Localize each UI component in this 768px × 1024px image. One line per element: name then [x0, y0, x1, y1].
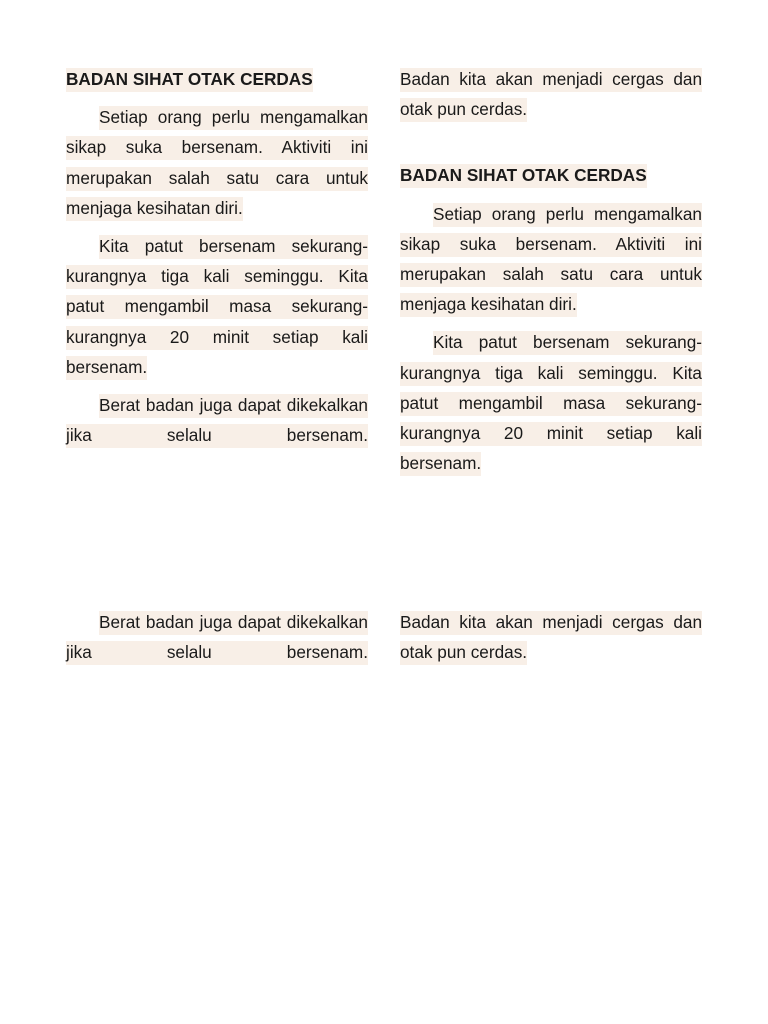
paragraph-exercise-frequency-repeat: Kita patut bersenam sekurang-kurangnya tiga kali seminggu. Kita patut mengambil masa sekurang-kurangnya 20 minit setiap kali bersenam.: [400, 327, 702, 478]
paragraph-exercise-frequency: Kita patut bersenam sekurang-kurangnya tiga kali seminggu. Kita patut mengambil masa sekurang-kurangnya 20 minit setiap kali bersenam.: [66, 231, 368, 382]
paragraph-fit-body: Badan kita akan menjadi cergas dan otak pun cerdas.: [400, 64, 702, 124]
article-title-repeat: BADAN SIHAT OTAK CERDAS: [400, 160, 702, 190]
paragraph-exercise-habit-repeat: Setiap orang perlu mengamalkan sikap suka bersenam. Aktiviti ini merupakan salah satu cara untuk menjaga kesihatan diri.: [400, 199, 702, 320]
paragraph-fit-body-repeat: Badan kita akan menjadi cergas dan otak pun cerdas.: [400, 607, 702, 667]
paragraph-exercise-habit: Setiap orang perlu mengamalkan sikap suka bersenam. Aktiviti ini merupakan salah satu cara untuk menjaga kesihatan diri.: [66, 102, 368, 223]
article-column-top-left: [66, 64, 368, 458]
article-column-bottom-left: [66, 607, 368, 675]
article-column-top-right: [400, 64, 702, 486]
article-title: BADAN SIHAT OTAK CERDAS: [66, 64, 368, 94]
paragraph-body-weight-repeat: Berat badan juga dapat dikekalkan jika selalu bersenam.: [66, 607, 368, 667]
article-column-bottom-right: [400, 607, 702, 667]
paragraph-body-weight: Berat badan juga dapat dikekalkan jika selalu bersenam.: [66, 390, 368, 450]
